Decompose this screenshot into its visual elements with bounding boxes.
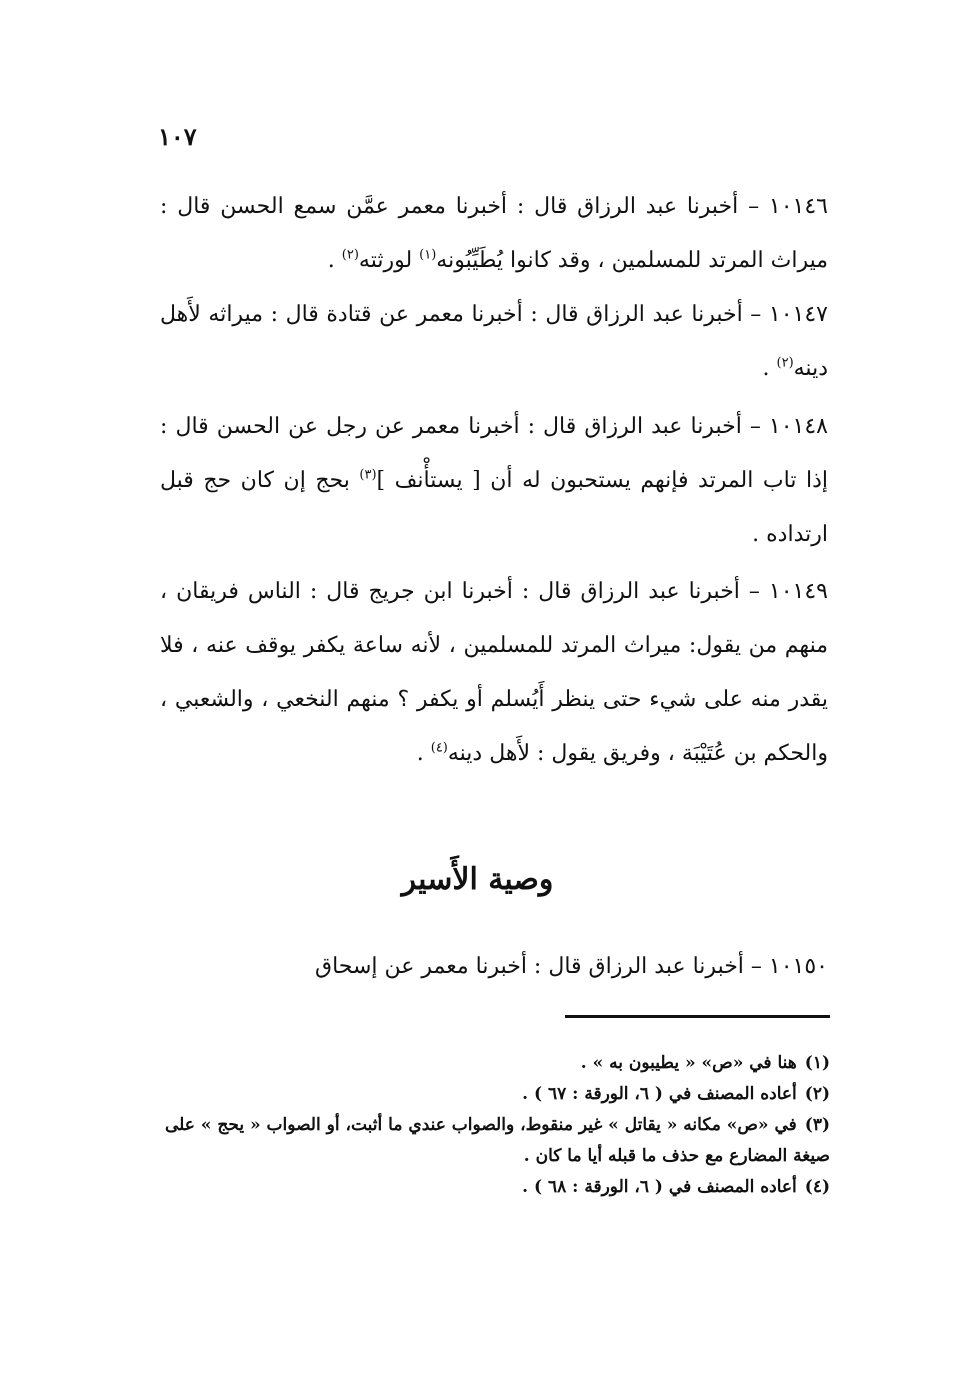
footnote-ref: (١) bbox=[419, 247, 437, 263]
paragraph-text: ١٠١٤٨ – أخبرنا عبد الرزاق قال : أخبرنا معمر عن رجل عن الحسن قال : إذا تاب المرتد فإنهم يستحبون له أن [ يستأْنف ] bbox=[160, 414, 828, 493]
footnote bbox=[165, 1079, 830, 1110]
paragraph-text: ١٠١٤٦ – أخبرنا عبد الرزاق قال : أخبرنا معمر عمَّن سمع الحسن قال : ميراث المرتد للمسلمين ، وقد كانوا يُطَيِّبُونه bbox=[160, 194, 828, 273]
hadith-paragraph bbox=[160, 288, 828, 396]
footnote-number: (٤) bbox=[804, 1177, 830, 1197]
paragraph-text: . bbox=[762, 356, 777, 381]
hadith-paragraph bbox=[160, 940, 828, 994]
hadith-paragraph bbox=[160, 400, 828, 562]
footnote-ref: (٤) bbox=[430, 740, 448, 756]
hadith-paragraph bbox=[160, 180, 828, 288]
paragraph-text: لورثته bbox=[358, 248, 420, 273]
footnote-number: (٢) bbox=[804, 1084, 830, 1104]
footnote-text: في «ص» مكانه « يقاتل » غير منقوط، والصواب عندي ما أثبت، أو الصواب « يحج » على صيغة المضارع مع حذف ما قبله أيا ما كان . bbox=[165, 1115, 830, 1166]
paragraph-text: . bbox=[416, 741, 431, 766]
footnote-text: أعاده المصنف في ( ٦، الورقة : ٦٧ ) . bbox=[522, 1084, 797, 1104]
section-heading: وصية الأَسير bbox=[401, 862, 554, 897]
hadith-paragraph bbox=[160, 565, 828, 781]
page-number: ١٠٧ bbox=[158, 122, 197, 151]
footnote-ref: (٢) bbox=[341, 247, 359, 263]
paragraph-text: . bbox=[327, 248, 342, 273]
footnote bbox=[165, 1048, 830, 1079]
footnote-text: أعاده المصنف في ( ٦، الورقة : ٦٨ ) . bbox=[522, 1177, 797, 1197]
paragraph-text: ١٠١٤٩ – أخبرنا عبد الرزاق قال : أخبرنا ابن جريج قال : الناس فريقان ، منهم من يقول: ميراث المرتد للمسلمين ، لأنه ساعة يكفر يوقف عنه ، فلا يقدر منه على شيء حتى ينظر أَيُسلم أو يكفر ؟ منهم النخعي ، والشعبي ، والحكم بن عُتَيْبَة ، وفريق يقول : لأَهل دينه bbox=[160, 579, 828, 766]
footnote bbox=[165, 1110, 830, 1172]
footnote-number: (٣) bbox=[804, 1115, 830, 1135]
footnote-ref: (٢) bbox=[776, 355, 794, 371]
footnote-text: هنا في «ص» « يطيبون به » . bbox=[580, 1053, 797, 1073]
footnote bbox=[165, 1172, 830, 1203]
paragraph-text: بحج إن كان حج قبل ارتداده . bbox=[160, 468, 828, 547]
footnote-ref: (٣) bbox=[359, 467, 377, 483]
paragraph-text: ١٠١٤٧ – أخبرنا عبد الرزاق قال : أخبرنا معمر عن قتادة قال : ميراثه لأَهل دينه bbox=[160, 302, 828, 381]
footnotes bbox=[165, 1048, 830, 1203]
footnote-divider bbox=[565, 1015, 830, 1018]
footnote-number: (١) bbox=[804, 1053, 830, 1073]
paragraph-text: ١٠١٥٠ – أخبرنا عبد الرزاق قال : أخبرنا معمر عن إسحاق bbox=[315, 954, 828, 979]
